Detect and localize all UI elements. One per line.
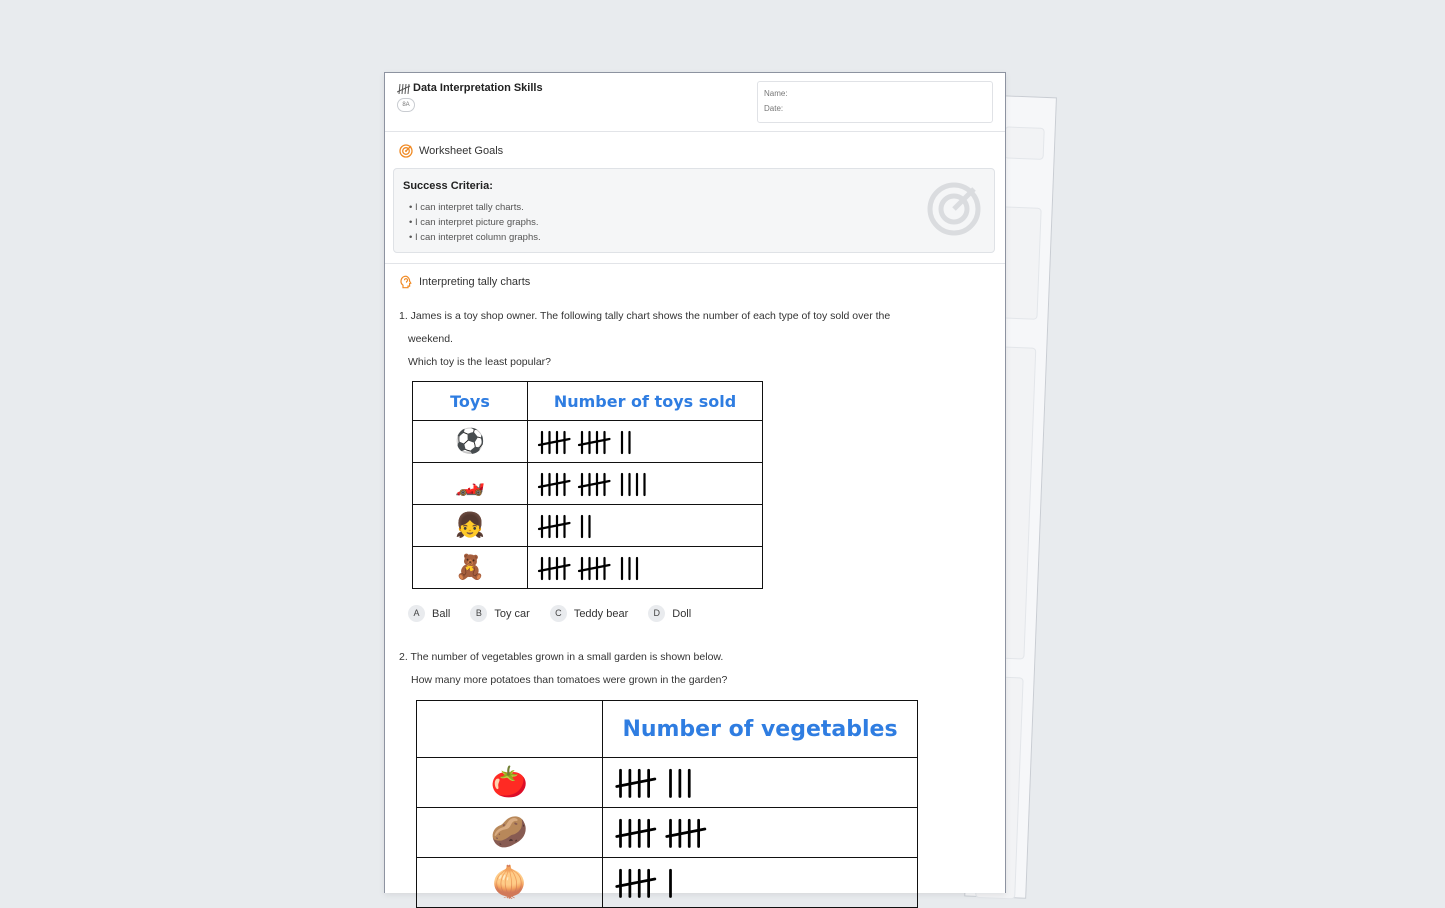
- tally-drawing: [528, 553, 758, 583]
- tomato-icon: 🍅: [417, 758, 603, 808]
- table-row: [413, 463, 763, 505]
- tally-drawing: [528, 469, 758, 499]
- tally-drawing: [528, 511, 758, 541]
- goals-heading: [399, 144, 503, 158]
- criteria-item: • I can interpret picture graphs.: [409, 217, 539, 228]
- option-letter: A: [408, 605, 425, 622]
- success-criteria-box: [393, 168, 995, 253]
- q2-question: How many more potatoes than tomatoes were grown in the garden?: [411, 674, 728, 686]
- answer-options: [408, 605, 691, 622]
- option-d[interactable]: [648, 605, 691, 622]
- column-header-count: Number of toys sold: [528, 382, 763, 421]
- worksheet-header: [385, 73, 1005, 132]
- tally-drawing: [603, 814, 891, 852]
- name-date-box[interactable]: [757, 81, 993, 123]
- tally-marks: [603, 758, 918, 808]
- toy-car-icon: 🏎️: [413, 463, 528, 505]
- option-label: Teddy bear: [573, 607, 629, 620]
- option-label: Doll: [672, 607, 692, 620]
- q2-text: 2. The number of vegetables grown in a small garden is shown below.: [399, 651, 724, 663]
- grade-badge: 8A: [397, 98, 415, 112]
- tally-marks: [528, 463, 763, 505]
- target-icon: [399, 144, 413, 158]
- tally-marks: [603, 808, 918, 858]
- date-label: Date:: [764, 104, 784, 113]
- toys-tally-table: [412, 381, 763, 589]
- tally-drawing: [603, 764, 891, 802]
- criteria-title: Success Criteria:: [403, 180, 493, 192]
- table-header-row: [413, 382, 763, 421]
- tally-section-heading: [399, 275, 530, 289]
- option-c[interactable]: [550, 605, 628, 622]
- option-b[interactable]: [470, 605, 529, 622]
- column-header-count: Number of vegetables: [603, 701, 918, 758]
- criteria-item: • I can interpret tally charts.: [409, 202, 524, 213]
- q1-text-cont: weekend.: [408, 333, 453, 345]
- name-label: Name:: [764, 89, 788, 98]
- teddy-bear-icon: 🧸: [413, 547, 528, 589]
- goals-heading-text: Worksheet Goals: [419, 145, 504, 157]
- tally-section-heading-text: Interpreting tally charts: [419, 276, 531, 288]
- tally-drawing: [603, 864, 891, 902]
- column-header-toys: Toys: [413, 382, 528, 421]
- table-row: [413, 421, 763, 463]
- table-row: [417, 858, 918, 908]
- table-header-row: [417, 701, 918, 758]
- tally-marks: [603, 858, 918, 908]
- onion-icon: 🧅: [417, 858, 603, 908]
- option-letter: D: [648, 605, 665, 622]
- option-letter: C: [550, 605, 567, 622]
- option-label: Toy car: [494, 607, 530, 620]
- criteria-item: • I can interpret column graphs.: [409, 232, 541, 243]
- tally-marks: [528, 505, 763, 547]
- tally-marks: [528, 421, 763, 463]
- ball-icon: ⚽: [413, 421, 528, 463]
- option-letter: B: [470, 605, 487, 622]
- table-row: [417, 808, 918, 858]
- table-row: [417, 758, 918, 808]
- worksheet-page: [384, 72, 1006, 899]
- q1-question: Which toy is the least popular?: [408, 356, 551, 368]
- target-watermark-icon: [926, 181, 982, 237]
- option-label: Ball: [432, 607, 451, 620]
- doll-icon: 👧: [413, 505, 528, 547]
- worksheet-title: Data Interpretation Skills: [413, 82, 543, 94]
- tally-marks: [528, 547, 763, 589]
- q1-text: 1. James is a toy shop owner. The following tally chart shows the number of each type of toy sold over the: [399, 310, 891, 322]
- column-header-empty: [417, 701, 603, 758]
- table-row: [413, 505, 763, 547]
- head-bulb-icon: [399, 275, 413, 289]
- tally-drawing: [528, 427, 758, 457]
- option-a[interactable]: [408, 605, 450, 622]
- tally-icon: [397, 83, 411, 95]
- divider: [385, 263, 1005, 264]
- table-row: [413, 547, 763, 589]
- potato-icon: 🥔: [417, 808, 603, 858]
